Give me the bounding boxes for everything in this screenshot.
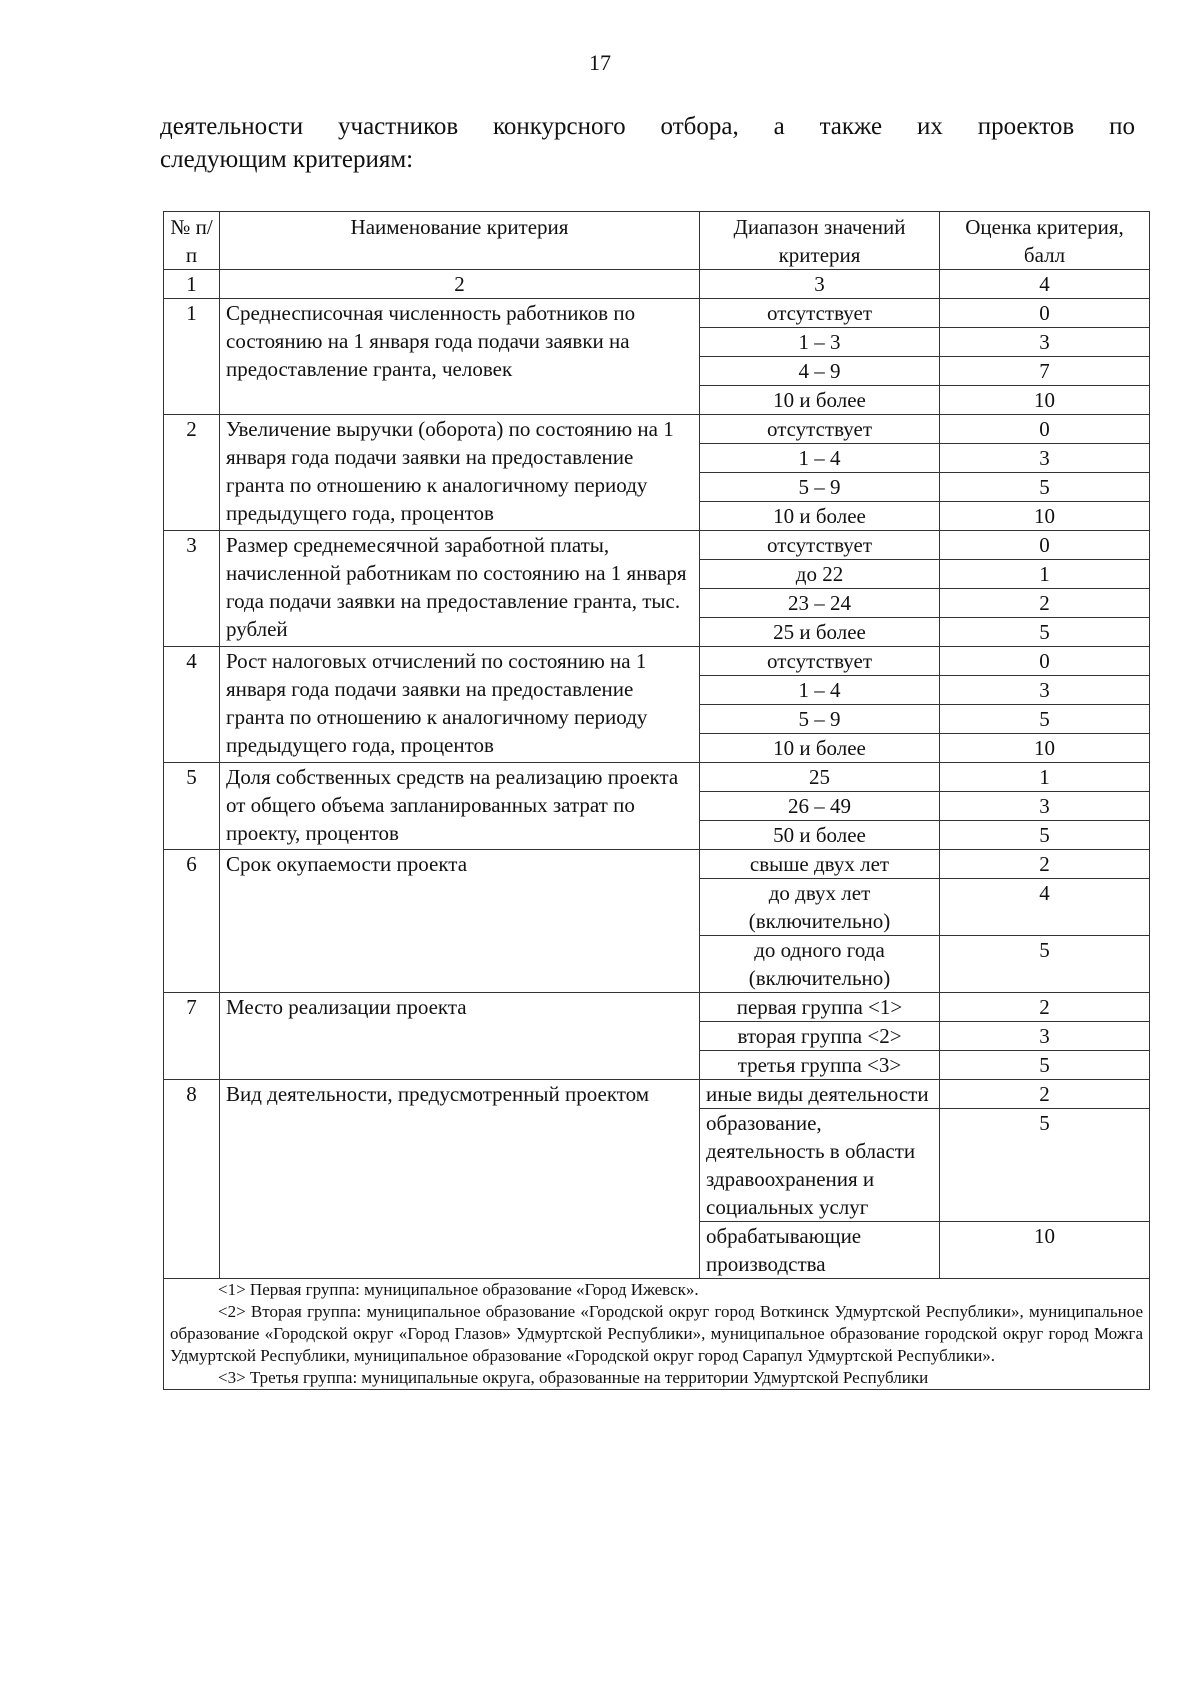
- criterion-name: Доля собственных средств на реализацию проекта от общего объема запланированных затрат по проекту, процентов: [220, 763, 700, 850]
- criterion-range: отсутствует: [700, 531, 940, 560]
- criterion-number: 6: [164, 850, 220, 993]
- criterion-score: 7: [940, 357, 1150, 386]
- criterion-name: Срок окупаемости проекта: [220, 850, 700, 993]
- footnote-3: <3> Третья группа: муниципальные округа, образованные на территории Удмуртской Республики: [218, 1368, 929, 1387]
- criterion-range: 26 – 49: [700, 792, 940, 821]
- table-row: [164, 647, 1150, 676]
- header-value-range: Диапазон значений критерия: [700, 212, 940, 270]
- footnotes-row: [164, 1279, 1150, 1390]
- criterion-number: 7: [164, 993, 220, 1080]
- criterion-number: 1: [164, 299, 220, 415]
- header-number: № п/п: [164, 212, 220, 270]
- criterion-score: 2: [940, 589, 1150, 618]
- table-row: [164, 299, 1150, 328]
- criterion-range: 25 и более: [700, 618, 940, 647]
- table-header-row: [164, 212, 1150, 270]
- criterion-name: Вид деятельности, предусмотренный проектом: [220, 1080, 700, 1279]
- table-row: [164, 763, 1150, 792]
- page-number: 17: [589, 50, 611, 75]
- criterion-score: 2: [940, 1080, 1150, 1109]
- criterion-range: иные виды деятельности: [700, 1080, 940, 1109]
- criterion-range: отсутствует: [700, 415, 940, 444]
- criterion-score: 3: [940, 676, 1150, 705]
- criterion-name: Увеличение выручки (оборота) по состоянию на 1 января года подачи заявки на предоставление гранта по отношению к аналогичному периоду предыдущего года, процентов: [220, 415, 700, 531]
- criteria-table: [163, 211, 1150, 1390]
- criterion-score: 5: [940, 473, 1150, 502]
- criterion-score: 3: [940, 1022, 1150, 1051]
- criterion-score: 5: [940, 705, 1150, 734]
- criterion-range: 1 – 4: [700, 676, 940, 705]
- criterion-range: до двух лет (включительно): [700, 879, 940, 936]
- criterion-score: 3: [940, 444, 1150, 473]
- criterion-range: 4 – 9: [700, 357, 940, 386]
- criterion-number: 8: [164, 1080, 220, 1279]
- criterion-range: 1 – 4: [700, 444, 940, 473]
- criterion-range: до 22: [700, 560, 940, 589]
- criterion-range: 10 и более: [700, 502, 940, 531]
- footnote-1: <1> Первая группа: муниципальное образование «Город Ижевск».: [218, 1280, 699, 1299]
- table-row: [164, 850, 1150, 879]
- criterion-range: отсутствует: [700, 647, 940, 676]
- criterion-range: вторая группа <2>: [700, 1022, 940, 1051]
- criterion-score: 10: [940, 386, 1150, 415]
- criterion-score: 0: [940, 415, 1150, 444]
- table-row: [164, 1080, 1150, 1109]
- criterion-score: 0: [940, 647, 1150, 676]
- criterion-range: 10 и более: [700, 734, 940, 763]
- column-number: 2: [220, 270, 700, 299]
- criterion-score: 1: [940, 560, 1150, 589]
- criterion-range: 50 и более: [700, 821, 940, 850]
- table-row: [164, 993, 1150, 1022]
- criterion-range: 5 – 9: [700, 473, 940, 502]
- criterion-score: 4: [940, 879, 1150, 936]
- criterion-score: 0: [940, 299, 1150, 328]
- footnote-2: <2> Вторая группа: муниципальное образование «Городской округ город Воткинск Удмуртской Республики», муниципальное образование «Городской округ «Город Глазов» Удмуртской Республики», муниципальное образование городской округ город Можга Удмуртской Республики, муниципальное образование «Городской округ город Сарапул Удмуртской Республики».: [170, 1302, 1143, 1365]
- column-number: 3: [700, 270, 940, 299]
- criterion-range: свыше двух лет: [700, 850, 940, 879]
- criterion-range: до одного года (включительно): [700, 936, 940, 993]
- criterion-score: 5: [940, 618, 1150, 647]
- criterion-name: Среднесписочная численность работников по состоянию на 1 января года подачи заявки на предоставление гранта, человек: [220, 299, 700, 415]
- criterion-score: 3: [940, 792, 1150, 821]
- header-criterion-name: Наименование критерия: [220, 212, 700, 270]
- criterion-range: 23 – 24: [700, 589, 940, 618]
- header-score: Оценка критерия, балл: [940, 212, 1150, 270]
- criterion-number: 3: [164, 531, 220, 647]
- intro-paragraph: [160, 110, 1135, 176]
- footnotes-cell: [164, 1279, 1150, 1390]
- criterion-range: образование, деятельность в области здравоохранения и социальных услуг: [700, 1109, 940, 1222]
- criterion-score: 5: [940, 1109, 1150, 1222]
- criterion-score: 0: [940, 531, 1150, 560]
- intro-line-2: следующим критериям:: [160, 146, 414, 173]
- criterion-score: 5: [940, 1051, 1150, 1080]
- criterion-name: Место реализации проекта: [220, 993, 700, 1080]
- criterion-name: Рост налоговых отчислений по состоянию на 1 января года подачи заявки на предоставление гранта по отношению к аналогичному периоду предыдущего года, процентов: [220, 647, 700, 763]
- criterion-range: 5 – 9: [700, 705, 940, 734]
- criterion-range: 1 – 3: [700, 328, 940, 357]
- table-row: [164, 415, 1150, 444]
- criterion-score: 5: [940, 821, 1150, 850]
- criterion-range: первая группа <1>: [700, 993, 940, 1022]
- table-row: [164, 531, 1150, 560]
- column-number: 1: [164, 270, 220, 299]
- criterion-range: отсутствует: [700, 299, 940, 328]
- criterion-number: 5: [164, 763, 220, 850]
- criterion-score: 3: [940, 328, 1150, 357]
- criterion-name: Размер среднемесячной заработной платы, начисленной работникам по состоянию на 1 января года подачи заявки на предоставление гранта, тыс. рублей: [220, 531, 700, 647]
- column-number: 4: [940, 270, 1150, 299]
- criterion-score: 2: [940, 993, 1150, 1022]
- criterion-score: 10: [940, 734, 1150, 763]
- criterion-range: третья группа <3>: [700, 1051, 940, 1080]
- criterion-range: обрабатывающие производства: [700, 1222, 940, 1279]
- criterion-range: 10 и более: [700, 386, 940, 415]
- criterion-number: 4: [164, 647, 220, 763]
- column-numbers-row: [164, 270, 1150, 299]
- criterion-score: 10: [940, 502, 1150, 531]
- criterion-score: 1: [940, 763, 1150, 792]
- criteria-table-body: [164, 299, 1150, 1279]
- criterion-score: 2: [940, 850, 1150, 879]
- criterion-range: 25: [700, 763, 940, 792]
- criterion-score: 5: [940, 936, 1150, 993]
- intro-line-1: деятельности участников конкурсного отбора, а также их проектов по: [160, 113, 1135, 140]
- criterion-number: 2: [164, 415, 220, 531]
- criterion-score: 10: [940, 1222, 1150, 1279]
